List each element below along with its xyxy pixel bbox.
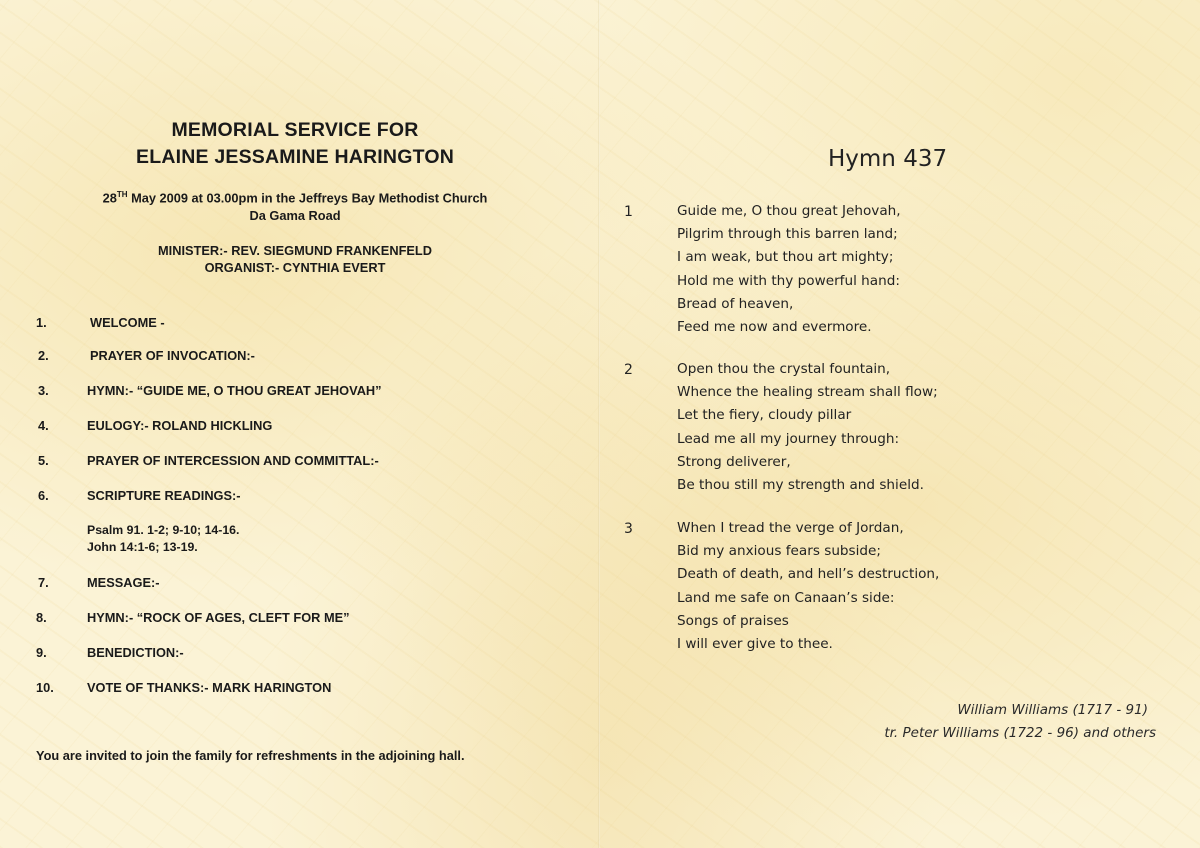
verse-line: Pilgrim through this barren land; xyxy=(677,226,898,243)
item-benediction: BENEDICTION:- xyxy=(87,645,184,660)
item-number: 2. xyxy=(38,348,49,363)
verse-line: Bread of heaven, xyxy=(677,295,794,312)
church-address: Da Gama Road xyxy=(249,208,341,223)
item-hymn-guide-me: HYMN:- “GUIDE ME, O THOU GREAT JEHOVAH” xyxy=(87,383,382,398)
verse-line: Let the fiery, cloudy pillar xyxy=(677,407,852,424)
verse-line: Land me safe on Canaan’s side: xyxy=(677,589,895,606)
verse-2 xyxy=(677,358,938,497)
item-number: 8. xyxy=(36,610,47,625)
date-suffix: TH xyxy=(116,190,128,199)
verse-1 xyxy=(677,200,901,339)
hymn-author: William Williams (1717 - 91) xyxy=(957,702,1148,718)
verse-number: 3 xyxy=(624,521,633,537)
verse-line: Strong deliverer, xyxy=(677,453,791,470)
refreshments-note: You are invited to join the family for refreshments in the adjoining hall. xyxy=(36,748,465,763)
verse-line: Open thou the crystal fountain, xyxy=(677,361,891,377)
item-hymn-rock-of-ages: HYMN:- “ROCK OF AGES, CLEFT FOR ME” xyxy=(87,610,350,625)
item-scripture-readings: SCRIPTURE READINGS:- xyxy=(87,488,241,503)
date-rest: May 2009 at 03.00pm in the Jeffreys Bay Methodist Church xyxy=(127,190,488,206)
hymn-title: Hymn 437 xyxy=(828,146,948,172)
item-number: 4. xyxy=(38,418,49,433)
order-of-service-page xyxy=(0,0,598,848)
verse-3 xyxy=(677,517,939,656)
verse-line: When I tread the verge of Jordan, xyxy=(677,520,904,536)
verse-line: Be thou still my strength and shield. xyxy=(677,477,924,494)
organist-line: ORGANIST:- CYNTHIA EVERT xyxy=(204,260,386,275)
verse-line: Hold me with thy powerful hand: xyxy=(677,272,900,289)
verse-line: Death of death, and hell’s destruction, xyxy=(677,566,940,583)
hymn-page xyxy=(600,0,1200,848)
item-number: 9. xyxy=(36,645,47,660)
item-number: 5. xyxy=(38,453,49,468)
item-welcome: WELCOME - xyxy=(90,315,165,330)
item-eulogy: EULOGY:- ROLAND HICKLING xyxy=(87,418,273,433)
date-day: 28 xyxy=(102,190,117,206)
reading-psalm: Psalm 91. 1-2; 9-10; 14-16. xyxy=(87,523,240,537)
verse-number: 2 xyxy=(624,362,633,378)
verse-line: I will ever give to thee. xyxy=(677,636,833,653)
item-message: MESSAGE:- xyxy=(87,575,160,590)
minister-line: MINISTER:- REV. SIEGMUND FRANKENFELD xyxy=(158,243,432,258)
reading-john: John 14:1-6; 13-19. xyxy=(87,540,198,554)
item-prayer-invocation: PRAYER OF INVOCATION:- xyxy=(90,348,255,363)
hymn-translator: tr. Peter Williams (1722 - 96) and others xyxy=(884,725,1156,741)
service-title: MEMORIAL SERVICE FOR xyxy=(171,119,419,141)
service-date-venue xyxy=(0,190,590,205)
deceased-name: ELAINE JESSAMINE HARINGTON xyxy=(136,146,454,168)
verse-line: Whence the healing stream shall flow; xyxy=(677,384,938,401)
item-number: 10. xyxy=(36,680,54,695)
verse-line: Guide me, O thou great Jehovah, xyxy=(677,203,901,219)
item-vote-of-thanks: VOTE OF THANKS:- MARK HARINGTON xyxy=(87,680,332,695)
verse-line: Songs of praises xyxy=(677,612,789,629)
item-number: 1. xyxy=(36,315,47,330)
item-number: 7. xyxy=(38,575,49,590)
item-number: 3. xyxy=(38,383,49,398)
verse-line: Feed me now and evermore. xyxy=(677,319,872,336)
item-prayer-intercession: PRAYER OF INTERCESSION AND COMMITTAL:- xyxy=(87,453,379,468)
verse-line: Bid my anxious fears subside; xyxy=(677,543,881,560)
verse-line: I am weak, but thou art mighty; xyxy=(677,249,894,266)
verse-number: 1 xyxy=(624,204,633,220)
item-number: 6. xyxy=(38,488,49,503)
verse-line: Lead me all my journey through: xyxy=(677,430,900,447)
